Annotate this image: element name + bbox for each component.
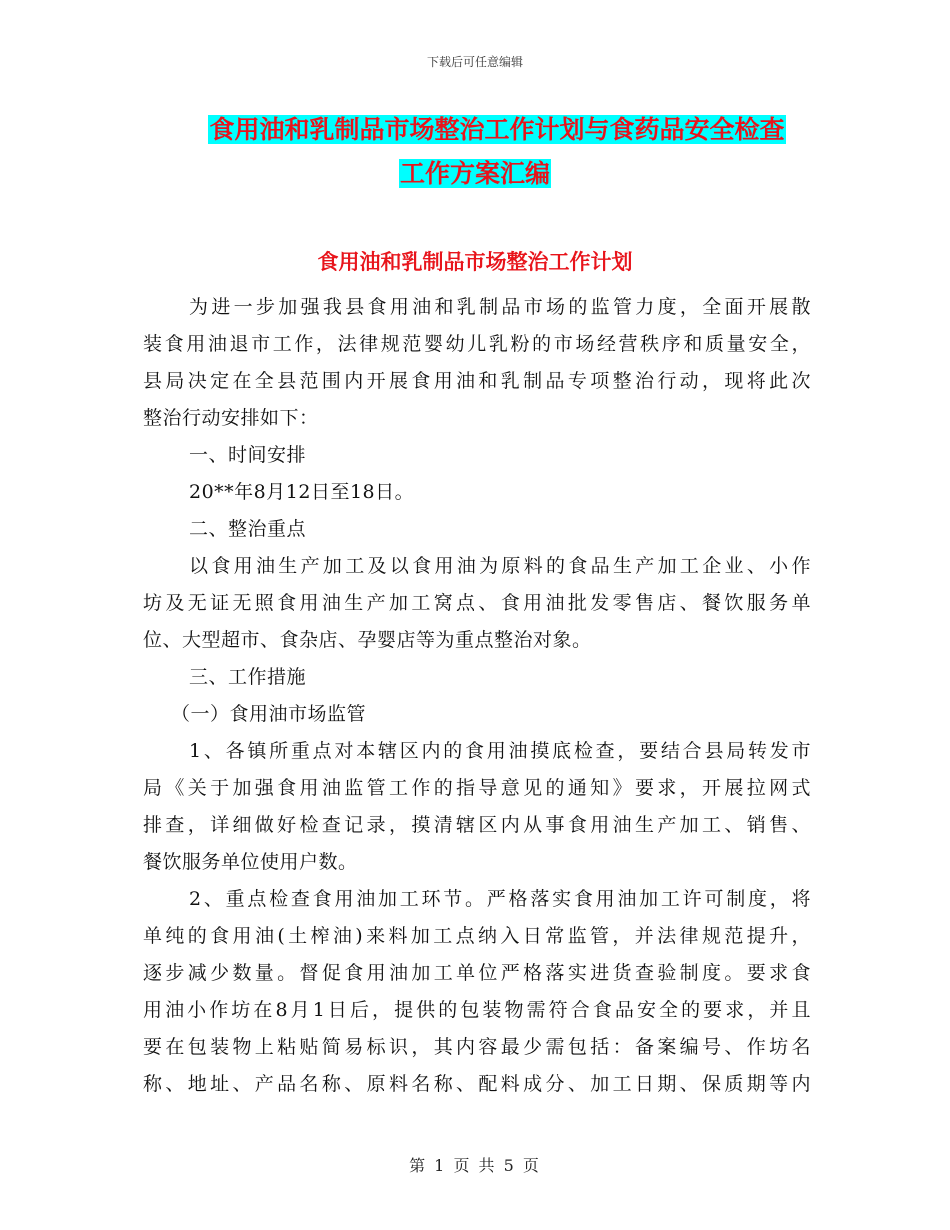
document-title-line-2-text: 工作方案汇编 bbox=[399, 159, 550, 188]
body-line: 坊及无证无照食用油生产加工窝点、食用油批发零售店、餐饮服务单 bbox=[143, 592, 811, 614]
body-line: 排查，详细做好检查记录，摸清辖区内从事食用油生产加工、销售、 bbox=[143, 814, 811, 836]
body-line: 称、地址、产品名称、原料名称、配料成分、加工日期、保质期等内 bbox=[143, 1073, 811, 1095]
body-line: 装食用油退市工作，法律规范婴幼儿乳粉的市场经营秩序和质量安全， bbox=[143, 333, 811, 355]
body-line: 为进一步加强我县食用油和乳制品市场的监管力度，全面开展散 bbox=[189, 296, 811, 318]
body-line: 1、各镇所重点对本辖区内的食用油摸底检查，要结合县局转发市 bbox=[189, 740, 811, 762]
header-note: 下载后可任意编辑 bbox=[426, 55, 523, 69]
body-line: 20**年8月12日至18日。 bbox=[189, 481, 415, 503]
subheading-oil-market: （一）食用油市场监管 bbox=[171, 703, 367, 725]
document-title-line-2 bbox=[0, 156, 950, 192]
body-line: 用油小作坊在8月1日后，提供的包装物需符合食品安全的要求，并且 bbox=[143, 999, 811, 1021]
body-line: 县局决定在全县范围内开展食用油和乳制品专项整治行动，现将此次 bbox=[143, 370, 811, 392]
document-body bbox=[143, 289, 811, 1103]
body-line: 整治行动安排如下： bbox=[143, 407, 319, 429]
body-line: 逐步减少数量。督促食用油加工单位严格落实进货查验制度。要求食 bbox=[143, 962, 811, 984]
body-line: 餐饮服务单位使用户数。 bbox=[143, 851, 358, 873]
body-line: 2、重点检查食用油加工环节。严格落实食用油加工许可制度，将 bbox=[189, 888, 811, 910]
body-line: 要在包装物上粘贴简易标识，其内容最少需包括：备案编号、作坊名 bbox=[143, 1036, 811, 1058]
heading-key-targets: 二、整治重点 bbox=[189, 518, 307, 540]
document-title-line-1 bbox=[22, 112, 950, 148]
body-line: 单纯的食用油(土榨油)来料加工点纳入日常监管，并法律规范提升， bbox=[143, 925, 811, 947]
heading-work-measures: 三、工作措施 bbox=[189, 666, 307, 688]
body-line: 局《关于加强食用油监管工作的指导意见的通知》要求，开展拉网式 bbox=[143, 777, 811, 799]
page-number: 第 1 页 共 5 页 bbox=[409, 1156, 541, 1175]
section-title: 食用油和乳制品市场整治工作计划 bbox=[317, 250, 633, 274]
body-line: 以食用油生产加工及以食用油为原料的食品生产加工企业、小作 bbox=[189, 555, 811, 577]
body-line: 位、大型超市、食杂店、孕婴店等为重点整治对象。 bbox=[143, 629, 592, 651]
heading-time-arrangement: 一、时间安排 bbox=[189, 444, 307, 466]
document-title-line-1-text: 食用油和乳制品市场整治工作计划与食药品安全检查 bbox=[209, 115, 785, 144]
